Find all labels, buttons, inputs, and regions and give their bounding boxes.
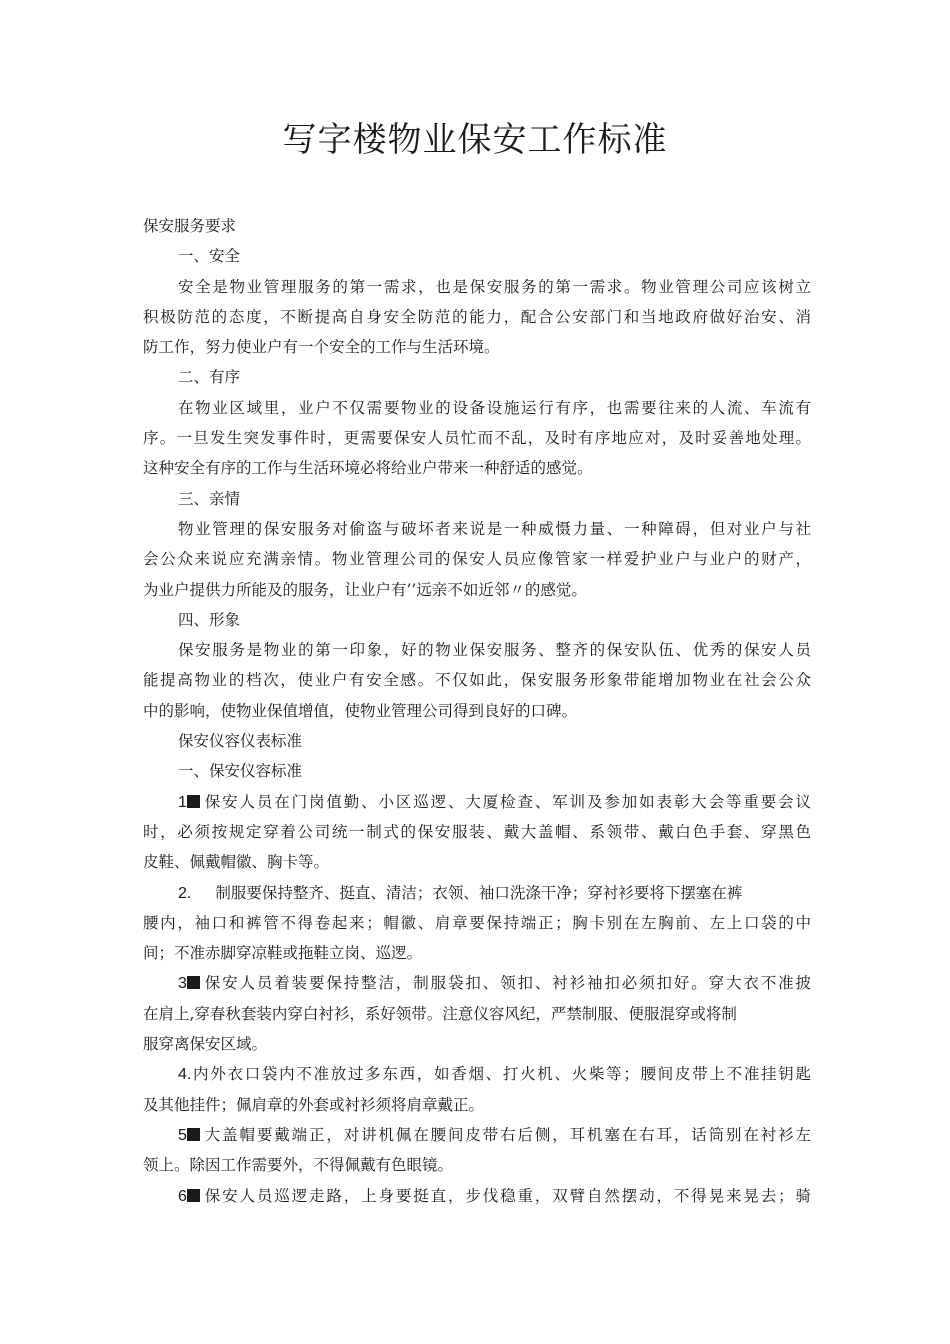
paragraph-line: 物业管理的保安服务对偷盗与破坏者来说是一种威慑力量、一种障碍，但对业户与社 (178, 519, 811, 538)
item-number: 1 (178, 793, 187, 811)
square-bullet-icon (187, 1128, 200, 1141)
square-bullet-icon (187, 976, 200, 989)
paragraph-line: 会公众来说应充满亲情。物业管理公司的保安人员应像管家一样爱护业户与业户的财产， (143, 550, 811, 569)
paragraph-line: 防工作，努力使业户有一个安全的工作与生活环境。 (143, 338, 500, 357)
item-text: 内外衣口袋内不准放过多东西，如香烟、打火机、火柴等；腰间皮带上不准挂钥匙 (191, 1065, 811, 1084)
paragraph-line: 能提高物业的档次，使业户有安全感。不仅如此，保安服务形象带能增加物业在社会公众 (143, 671, 811, 690)
item-text: 保安人员在门岗值勤、小区巡逻、大厦检查、军训及参加如表彰大会等重要会议 (202, 792, 811, 811)
section-heading: 保安仪容仪表标准 (178, 732, 303, 751)
paragraph-line: 在肩上,穿春秋套装内穿白衬衫，系好领带。注意仪容风纪，严禁制服、便服混穿或将制 (143, 1004, 737, 1023)
subsection-heading: 一、保安仪容标准 (178, 762, 303, 781)
item-text: 保安人员着装要保持整洁，制服袋扣、领扣、衬衫袖扣必须扣好。穿大衣不准披 (202, 974, 811, 993)
item-number: 3 (178, 975, 187, 993)
paragraph-line: 腰内，袖口和裤管不得卷起来；帽徽、肩章要保持端正；胸卡别在左胸前、左上口袋的中 (143, 913, 811, 932)
square-bullet-icon (187, 1189, 200, 1202)
numbered-item-line (143, 1059, 811, 1089)
square-bullet-icon (187, 795, 200, 808)
paragraph-line: 保安服务是物业的第一印象，好的物业保安服务、整齐的保安队伍、优秀的保安人员 (178, 641, 811, 660)
item-text: 制服要保持整齐、挺直、清洁；衣领、袖口洗涤干净；穿衬衫要将下摆塞在裤 (215, 883, 743, 902)
paragraph-line: 这种安全有序的工作与生活环境必将给业户带来一种舒适的感觉。 (143, 459, 593, 478)
subsection-heading: 三、亲情 (178, 489, 241, 508)
document-title: 写字楼物业保安工作标准 (282, 120, 668, 160)
item-number: 4. (178, 1066, 192, 1084)
paragraph-line: 领上。除因工作需要外，不得佩戴有色眼镜。 (143, 1156, 454, 1175)
paragraph-line: 序。一旦发生突发事件时，更需要保安人员忙而不乱，及时有序地应对，及时妥善地处理。 (143, 429, 811, 448)
paragraph-line: 在物业区域里，业户不仅需要物业的设备设施运行有序，也需要往来的人流、车流有 (178, 398, 811, 417)
item-text: 大盖帽要戴端正，对讲机佩在腰间皮带右后侧，耳机塞在右耳，话筒别在衬衫左 (202, 1125, 811, 1144)
paragraph-line: 时，必须按规定穿着公司统一制式的保安服装、戴大盖帽、系领带、戴白色手套、穿黑色 (143, 822, 811, 841)
paragraph-line: 安全是物业管理服务的第一需求，也是保安服务的第一需求。物业管理公司应该树立 (178, 277, 811, 296)
item-number: 5 (178, 1126, 187, 1144)
paragraph-line: 中的影响，使物业保值增值，使物业管理公司得到良好的口碑。 (143, 701, 578, 720)
item-number: 6 (178, 1187, 187, 1205)
paragraph-line: 服穿离保安区域。 (143, 1035, 268, 1054)
document-body (143, 211, 811, 1211)
subsection-heading: 一、安全 (178, 247, 241, 266)
item-text: 保安人员巡逻走路，上身要挺直，步伐稳重，双臂自然摆动，不得晃来晃去；骑 (202, 1186, 811, 1205)
section-heading: 保安服务要求 (143, 217, 237, 235)
paragraph-line: 为业户提供力所能及的服务，让业户有’’远亲不如近邻〃的感觉。 (143, 580, 587, 599)
numbered-item-line (143, 968, 811, 998)
subsection-heading: 二、有序 (178, 368, 241, 387)
numbered-item-line (143, 1120, 811, 1150)
paragraph-line: 间；不准赤脚穿凉鞋或拖鞋立岗、巡逻。 (143, 944, 423, 963)
item-number: 2. (178, 884, 192, 902)
paragraph-line: 皮鞋、佩戴帽徽、胸卡等。 (143, 853, 330, 872)
numbered-item-line (143, 1181, 811, 1211)
numbered-item-line (143, 878, 811, 908)
paragraph-line: 及其他挂件；佩肩章的外套或衬衫须将肩章戴正。 (143, 1095, 485, 1114)
numbered-item-line (143, 787, 811, 817)
paragraph-line: 积极防范的态度，不断提高自身安全防范的能力，配合公安部门和当地政府做好治安、消 (143, 307, 811, 326)
subsection-heading: 四、形象 (178, 610, 241, 629)
